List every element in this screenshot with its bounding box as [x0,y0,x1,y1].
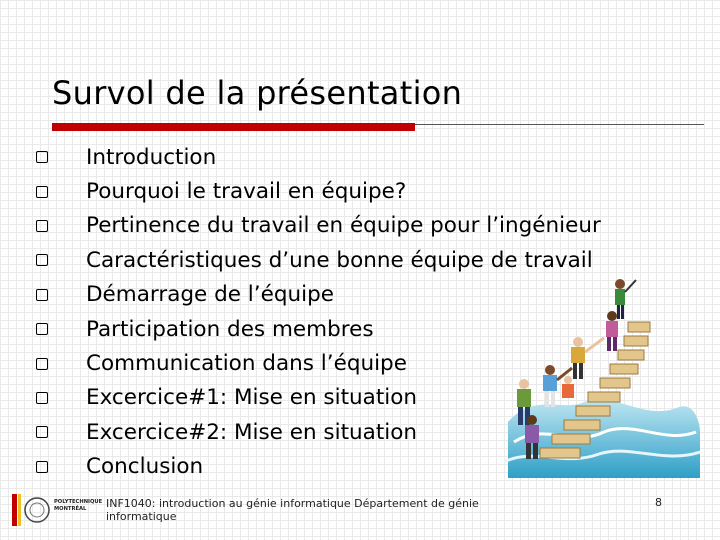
bullet-square-icon [36,358,48,370]
bullet-square-icon [36,289,48,301]
bullet-square-icon [36,151,48,163]
title-accent-bar [52,123,415,131]
bullet-text: Caractéristiques d’une bonne équipe de travail [86,247,593,273]
bullet-text: Communication dans l’équipe [86,351,407,377]
bullet-text: Participation des membres [86,316,374,342]
bullet-text: Pourquoi le travail en équipe? [86,179,407,205]
slide-title: Survol de la présentation [52,74,463,112]
bullet-item [36,140,601,174]
logo-text-line2: MONTRÉAL [54,506,87,512]
bullet-square-icon [36,220,48,232]
bullet-text: Conclusion [86,454,204,480]
bullet-square-icon [36,426,48,438]
bullet-item [36,174,601,208]
bullet-text: Excercice#1: Mise en situation [86,385,418,411]
bullet-square-icon [36,461,48,473]
bullet-square-icon [36,254,48,266]
bullet-text: Démarrage de l’équipe [86,282,334,308]
team-climbing-illustration [504,272,700,478]
bullet-square-icon [36,186,48,198]
page-number: 8 [655,496,662,509]
bullet-text: Pertinence du travail en équipe pour l’ingénieur [86,213,601,239]
bullet-square-icon [36,323,48,335]
bullet-item [36,209,601,243]
bullet-square-icon [36,392,48,404]
polytechnique-logo [12,492,102,528]
footer-text: INF1040: introduction au génie informatique Département de génie informatique [106,497,479,523]
bullet-text: Excercice#2: Mise en situation [86,419,418,445]
bullet-text: Introduction [86,144,217,170]
logo-text-line1: POLYTECHNIQUE [54,499,102,505]
